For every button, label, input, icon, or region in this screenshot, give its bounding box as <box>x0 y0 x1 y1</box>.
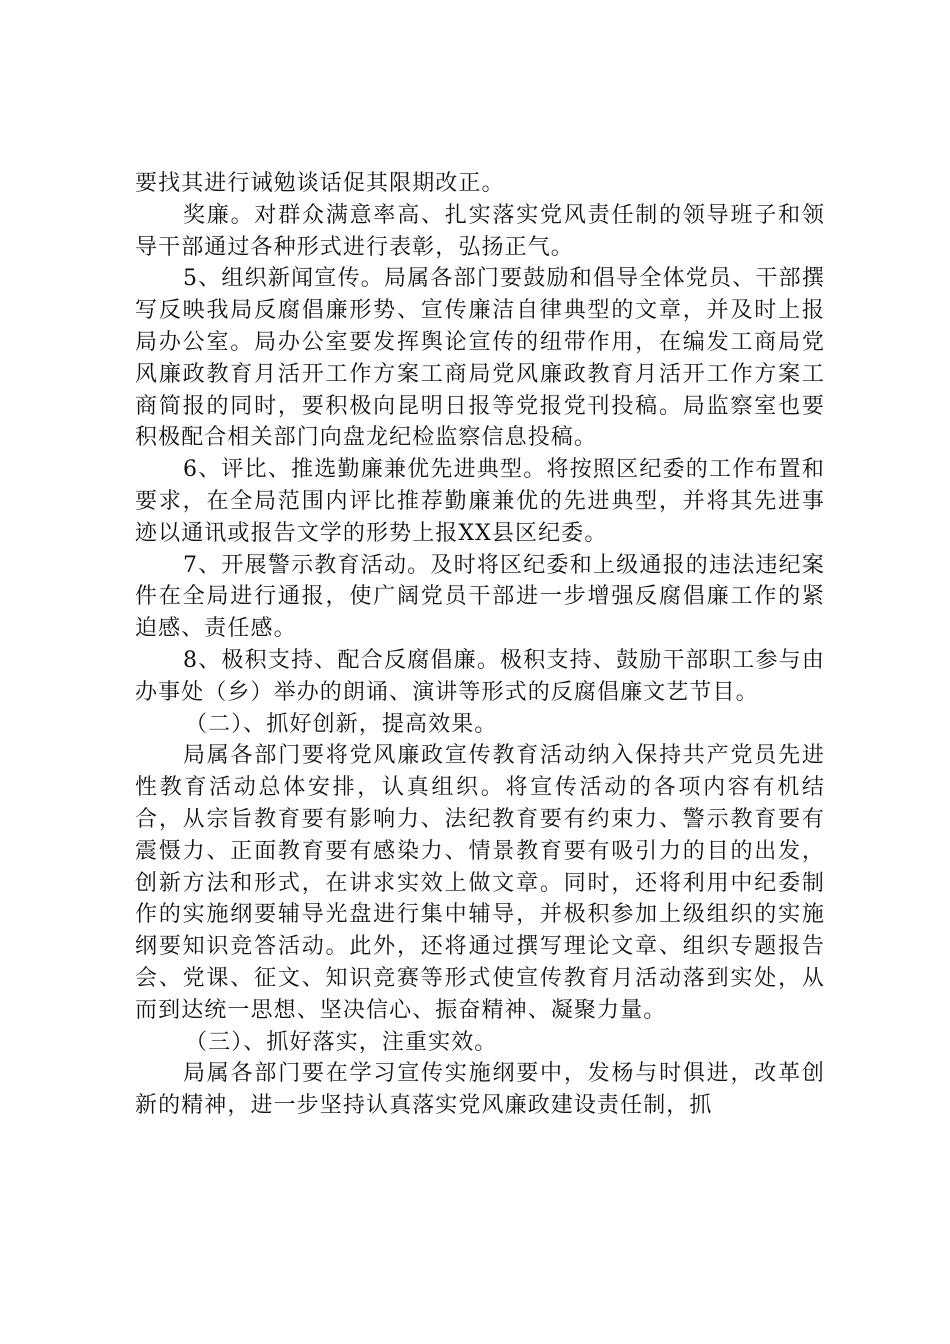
paragraph-continuation: 要找其进行诫勉谈话促其限期改正。 <box>135 171 505 196</box>
paragraph-innovation: 局属各部门要将党风廉政宣传教育活动纳入保持共产党员先进性教育活动总体安排，认真组织。将宣传活动的各项内容有机结合，从宗旨教育要有影响力、法纪教育要有约束力、警示教育要有震慑力、正面教育要有感染力、情景教育要有吸引力的目的出发，创新方法和形式，在讲求实效上做文章。同时，还将利用中纪委制作的实施纲要辅导光盘进行集中辅导，并极积参加上级组织的实施纲要知识竞答活动。此外，还将通过撰写理论文章、组织专题报告会、党课、征文、知识竞赛等形式使宣传教育月活动落到实处，从而到达统一思想、坚决信心、振奋精神、凝聚力量。 <box>135 743 825 1023</box>
paragraph-warning-education: 7、开展警示教育活动。及时将区纪委和上级通报的违法违纪案件在全局进行通报，使广阔党员干部进一步增强反腐倡廉工作的紧迫感、责任感。 <box>135 552 825 642</box>
section-heading-implementation: （三）、抓好落实，注重实效。 <box>185 1029 498 1055</box>
section-heading-innovation: （二）、抓好创新，提高效果。 <box>185 711 498 737</box>
paragraph-implementation: 局属各部门要在学习宣传实施纲要中，发杨与时俱进，改革创新的精神，进一步坚持认真落实党风廉政建设责任制，抓 <box>135 1061 825 1119</box>
paragraph-reward-integrity: 奖廉。对群众满意率高、扎实落实党风责任制的领导班子和领导干部通过各种形式进行表彰，弘扬正气。 <box>135 202 825 260</box>
paragraph-news-publicity: 5、组织新闻宣传。局属各部门要鼓励和倡导全体党员、干部撰写反映我局反腐倡廉形势、宣传廉洁自律典型的文章，并及时上报局办公室。局办公室要发挥舆论宣传的纽带作用，在编发工商局党风廉政教育月活开工作方案工商局党风廉政教育月活开工作方案工商简报的同时，要积极向昆明日报等党报党刊投稿。局监察室也要积极配合相关部门向盘龙纪检监察信息投稿。 <box>135 266 825 451</box>
document-body <box>135 168 825 1122</box>
paragraph-select-models: 6、评比、推选勤廉兼优先进典型。将按照区纪委的工作布置和要求，在全局范围内评比推荐勤廉兼优的先进典型，并将其先进事迹以通讯或报告文学的形势上报XX县区纪委。 <box>135 457 825 546</box>
paragraph-support-anticorruption: 8、极积支持、配合反腐倡廉。极积支持、鼓励干部职工参与由办事处（乡）举办的朗诵、演讲等形式的反腐倡廉文艺节目。 <box>135 647 825 705</box>
